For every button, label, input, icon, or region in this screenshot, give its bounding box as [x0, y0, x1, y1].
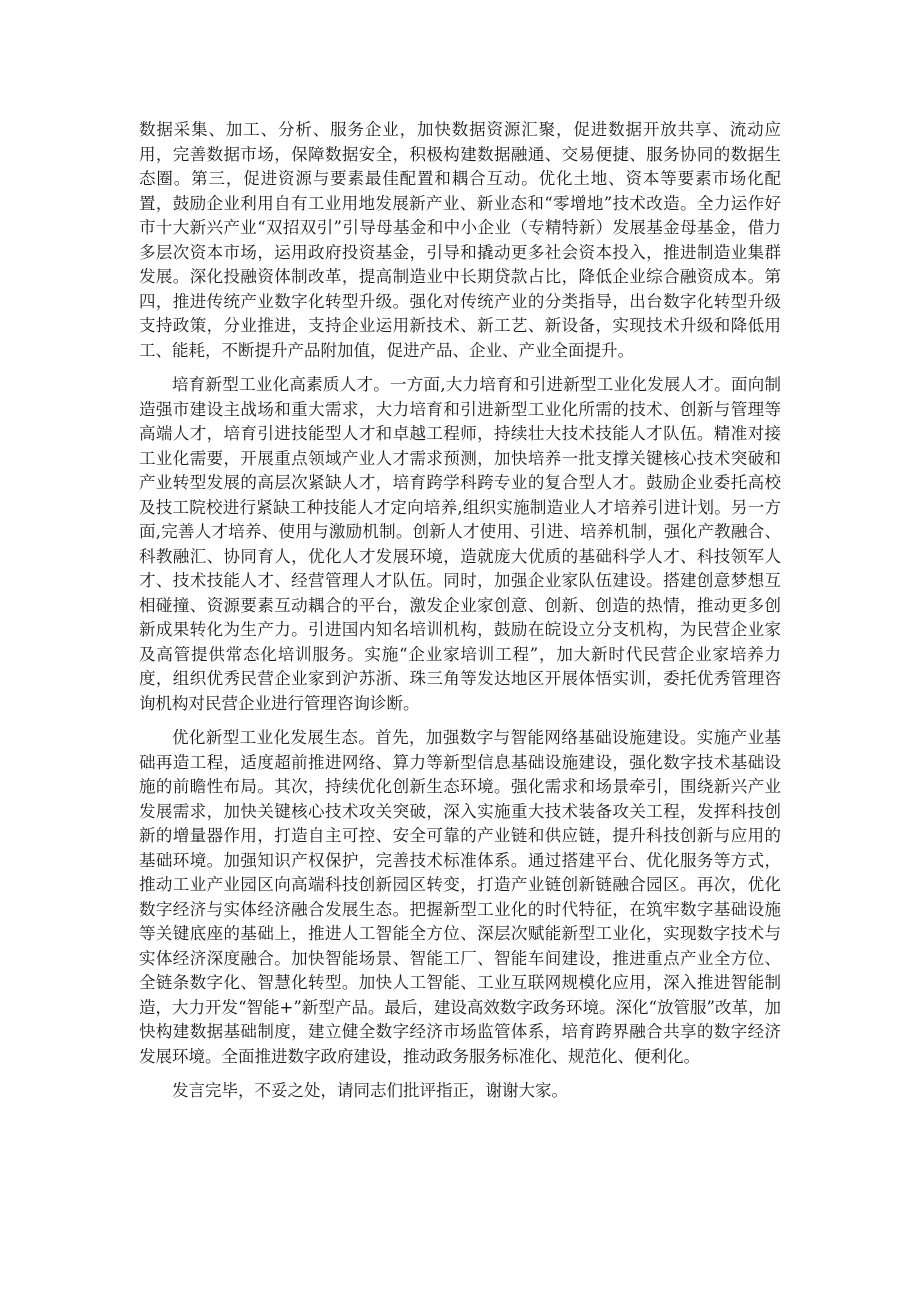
- document-body: [139, 118, 781, 1104]
- paragraph-data-ecosystem-continuation: 数据采集、加工、分析、服务企业，加快数据资源汇聚，促进数据开放共享、流动应用，完善数据市场，保障数据安全，积极构建数据融通、交易便捷、服务协同的数据生态圈。第三，促进资源与要素最佳配置和耦合互动。优化土地、资本等要素市场化配置，鼓励企业利用自有工业用地发展新产业、新业态和“零增地”技术改造。全力运作好市十大新兴产业“双招双引”引导母基金和中小企业（专精特新）发展基金母基金，借力多层次资本市场，运用政府投资基金，引导和撬动更多社会资本投入，推进制造业集群发展。深化投融资体制改革，提高制造业中长期贷款占比，降低企业综合融资成本。第四，推进传统产业数字化转型升级。强化对传统产业的分类指导，出台数字化转型升级支持政策，分业推进，支持企业运用新技术、新工艺、新设备，实现技术升级和降低用工、能耗，不断提升产品附加值，促进产品、企业、产业全面提升。: [139, 120, 781, 360]
- paragraph-closing-remarks: 发言完毕，不妥之处，请同志们批评指正，谢谢大家。: [172, 1081, 568, 1100]
- paragraph-industrial-ecology: 优化新型工业化发展生态。首先，加强数字与智能网络基础设施建设。实施产业基础再造工程，适度超前推进网络、算力等新型信息基础设施建设，强化数字技术基础设施的前瞻性布局。其次，持续优化创新生态环境。强化需求和场景牵引，围绕新兴产业发展需求，加快关键核心技术攻关突破，深入实施重大技术装备攻关工程，发挥科技创新的增量器作用，打造自主可控、安全可靠的产业链和供应链，提升科技创新与应用的基础环境。加强知识产权保护，完善技术标准体系。通过搭建平台、优化服务等方式，推动工业产业园区向高端科技创新园区转变，打造产业链创新链融合园区。再次，优化数字经济与实体经济融合发展生态。把握新型工业化的时代特征，在筑牢数字基础设施等关键底座的基础上，推进人工智能全方位、深层次赋能新型工业化，实现数字技术与实体经济深度融合。加快智能场景、智能工厂、智能车间建设，推进重点产业全方位、全链条数字化、智慧化转型。加快人工智能、工业互联网规模化应用，深入推进智能制造，大力开发“智能+”新型产品。最后，建设高效数字政务环境。深化“放管服”改革，加快构建数据基础制度，建立健全数字经济市场监管体系，培育跨界融合共享的数字经济发展环境。全面推进数字政府建设，推动政务服务标准化、规范化、便利化。: [139, 728, 781, 1066]
- paragraph-talent-cultivation: 培育新型工业化高素质人才。一方面,大力培育和引进新型工业化发展人才。面向制造强市建设主战场和重大需求，大力培育和引进新型工业化所需的技术、创新与管理等高端人才，培育引进技能型人才和卓越工程师，持续壮大技术技能人才队伍。精准对接工业化需要，开展重点领域产业人才需求预测，加快培养一批支撑关键核心技术突破和产业转型发展的高层次紧缺人才，培育跨学科跨专业的复合型人才。鼓励企业委托高校及技工院校进行紧缺工种技能人才定向培养,组织实施制造业人才培养引进计划。另一方面,完善人才培养、使用与激励机制。创新人才使用、引进、培养机制，强化产教融合、科教融汇、协同育人，优化人才发展环境，造就庞大优质的基础科学人才、科技领军人才、技术技能人才、经营管理人才队伍。同时，加强企业家队伍建设。搭建创意梦想互相碰撞、资源要素互动耦合的平台，激发企业家创意、创新、创造的热情，推动更多创新成果转化为生产力。引进国内知名培训机构，鼓励在皖设立分支机构，为民营企业家及高管提供常态化培训服务。实施“企业家培训工程”，加大新时代民营企业家培养力度，组织优秀民营企业家到沪苏浙、珠三角等发达地区开展体悟实训，委托优秀管理咨询机构对民营企业进行管理咨询诊断。: [139, 375, 781, 713]
